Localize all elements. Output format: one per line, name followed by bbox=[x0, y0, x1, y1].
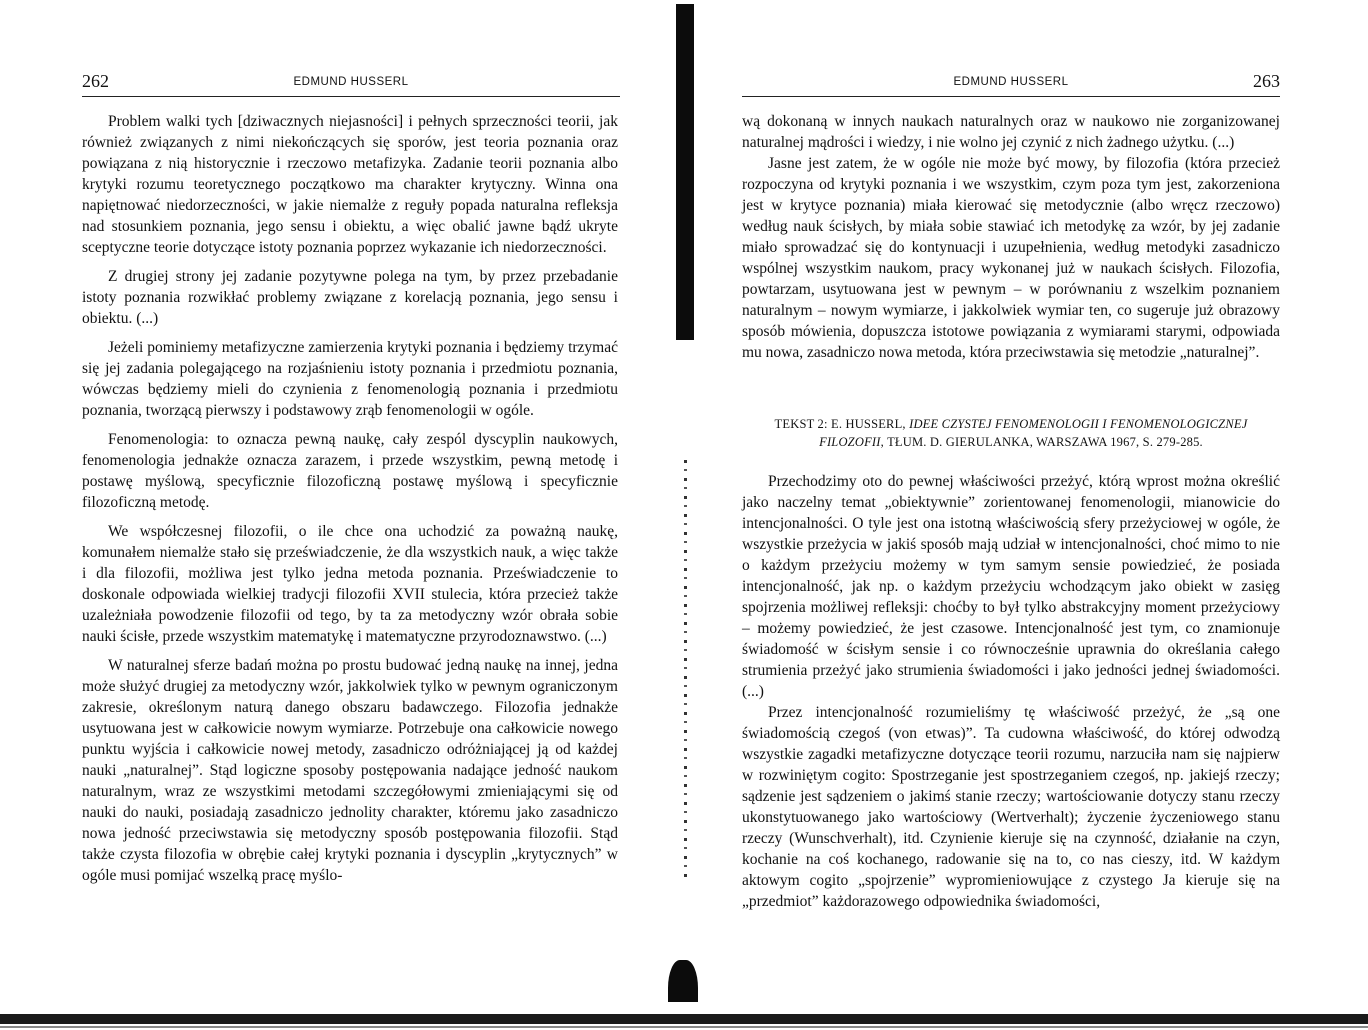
right-page-header bbox=[742, 66, 1280, 97]
paragraph: Przechodzimy oto do pewnej właściwości przeżyć, którą wprost można określić jako naczelny temat „obiektywnie” zorientowanej fenomenologii, mianowicie do intencjonalności. O tyle jest ona istotną właściwością sfery przeżyciowej w ogóle, że wszystkie przeżycia w jakiś sposób mają udział w intencjonalności, choć mimo to nie o każdym przeżyciu możemy w tym samym sensie powiedzieć, że posiada intencjonalność, jak np. o każdym przeżyciu wchodzącym jako obiekt w zasięg spojrzenia możliwej refleksji: choćby to był tylko abstrakcyjny moment przeżyciowy – możemy powiedzieć, że jest czasowe. Intencjonalność jest tym, co znamionuje świadomość w ścisłym sensie i co równocześnie uprawnia do określania całego strumienia przeżyć jako strumienia świadomości i jako jedności jednej świadomości. (...) bbox=[742, 473, 1280, 700]
right-page bbox=[690, 0, 1368, 1030]
left-page bbox=[0, 0, 680, 1030]
page-number: 262 bbox=[82, 71, 109, 91]
scan-gutter-noise bbox=[684, 460, 687, 880]
source-suffix: , TŁUM. D. GIERULANKA, WARSZAWA 1967, S. 279-285. bbox=[880, 435, 1203, 449]
running-head: EDMUND HUSSERL bbox=[293, 76, 409, 88]
right-page-body bbox=[742, 111, 1280, 912]
paragraph: wą dokonaną w innych naukach naturalnych oraz w naukowo nie zorganizowanej naturalnej mądrości i wiedzy, i nie wolno jej czynić z nich żadnego użytku. (...) bbox=[742, 113, 1280, 151]
paragraph: We współczesnej filozofii, o ile chce ona uchodzić za poważną naukę, komunałem niemalże stało się przeświadczenie, że dla wszystkich nauk, a więc także i dla filozofii, możliwa jest tylko jedna metoda poznania. Przeświadczenie to doskonale odpowiada wielkiej tradycji filozofii XVII stulecia, która przecież także uzależniała powodzenie filozofii od tego, by ta za metodyczny wzór obrała sobie nauki ścisłe, przede wszystkim matematykę i matematyczne przyrodoznawstwo. (...) bbox=[82, 523, 618, 645]
paragraph: Przez intencjonalność rozumieliśmy tę właściwość przeżyć, że „są one świadomością czegoś (von etwas)”. Ta cudowna właściwość, do której odwodzą wszystkie zagadki metafizyczne dotyczące teorii rozumu, narzuciła nam się najpierw w rozwiniętym cogito: Spostrzeganie jest spostrzeganiem czegoś, np. jakiejś rzeczy; sądzenie jest sądzeniem o jakimś stanie rzeczy; wartościowanie dotyczy stanu rzeczy ukonstytuowanego jako wartościowy (Wertverhalt); życzenie życzeniowego stanu rzeczy (Wunschverhalt), itd. Czynienie kieruje się na czynność, działanie na czyn, kochanie na coś kochanego, radowanie się na to, co nas cieszy, itd. W każdym aktowym cogito „spojrzenie” wypromieniowujące z czystego Ja kieruje się na „przedmiot” każdorazowego odpowiednika świadomości, bbox=[742, 704, 1280, 910]
paragraph: Jeżeli pominiemy metafizyczne zamierzenia krytyki poznania i będziemy trzymać się jej zadania polegającego na rozjaśnieniu istoty poznania i przedmiotu poznania, wówczas będziemy mieli do czynienia z fenomenologią poznania i przedmiotu poznania, tworzącą pierwszy i podstawowy zrąb fenomenologii w ogóle. bbox=[82, 339, 618, 419]
left-page-body bbox=[82, 111, 618, 886]
paragraph: Fenomenologia: to oznacza pewną naukę, cały zespól dyscyplin naukowych, fenomenologia jednakże oznacza zarazem, i przede wszystkim, pewną metodę i postawę myślową, specyficznie filozoficzną postawę myślową i specyficznie filozoficzną metodę. bbox=[82, 431, 618, 511]
source-prefix: TEKST 2: E. HUSSERL, bbox=[774, 417, 910, 431]
running-head: EDMUND HUSSERL bbox=[953, 76, 1069, 88]
source-citation bbox=[742, 415, 1280, 451]
source-title: IDEE CZYSTEJ FENOMENOLOGII I FENOMENOLOGICZNEJ FILOZOFII bbox=[819, 417, 1248, 449]
left-page-header bbox=[82, 66, 620, 97]
scan-gutter-shadow bbox=[676, 4, 694, 340]
paragraph: W naturalnej sferze badań można po prostu budować jedną naukę na innej, jedna może służyć drugiej za metodyczny wzór, jakkolwiek tylko w pewnym ograniczonym zakresie, określonym naturą danego obszaru badawczego. Filozofia jednakże usytuowana jest w całkowicie nowym wymiarze. Potrzebuje ona całkowicie nowego punktu wyjścia i całkowicie nowej metody, zasadniczo odróżniającej ją od każdej nauki „naturalnej”. Stąd logiczne sposoby postępowania nadające jedność naukom naturalnym, wraz ze wszystkimi metodami szczegółowymi zmieniającymi się od nauki do nauki, posiadają zasadniczo jednolity charakter, któremu jako zasadniczo nowa jedność przeciwstawia się metodyczny sposób postępowania filozofii. Stąd także czysta filozofia w obrębie całej krytyki poznania i dyscyplin „krytycznych” w ogóle musi pomijać wszelką pracę myślo- bbox=[82, 657, 618, 884]
page-number: 263 bbox=[1253, 71, 1280, 91]
scan-bottom-edge bbox=[0, 1002, 1368, 1030]
paragraph: Problem walki tych [dziwacznych niejasności] i pełnych sprzeczności teorii, jak również związanych z nimi niekończących się sporów, jest teoria poznania oraz powiązana z nią historycznie i rzeczowo metafizyka. Zadanie teorii poznania albo krytyki rozumu teoretycznego początkowo ma charakter krytyczny. Winna ona napiętnować niedorzeczności, w jakie niemalże z reguły popada naturalna refleksja nad stosunkiem poznania, jego sensu i obiektu, a więc obalić jawne bądź ukryte sceptyczne teorie dotyczące istoty poznania poprzez wykazanie ich niedorzeczności. bbox=[82, 113, 618, 256]
paragraph: Jasne jest zatem, że w ogóle nie może być mowy, by filozofia (która przecież rozpoczyna od krytyki poznania i we wszystkim, czym poza tym jest, zakorzeniona jest w krytyce poznania) miała kierować się metodycznie (albo wręcz rzeczowo) według nauk ścisłych, by miała sobie stawiać ich metodykę za wzór, by jej zadanie miało sprowadzać się do kontynuacji i uzupełnienia, według metodyki zasadniczo wspólnej wszystkim naukom, pracy wykonanej już w naukach ścisłych. Filozofia, powtarzam, usytuowana jest w pewnym – w porównaniu z wszelkim poznaniem naturalnym – nowym wymiarze, i jakkolwiek wymiar ten, co sugeruje już obrazowy sposób mówienia, dopuszcza istotowe powiązania z wymiarami starymi, odpowiada mu nowa, zasadniczo nowa metoda, która przeciwstawia się metodzie „naturalnej”. bbox=[742, 155, 1280, 361]
paragraph: Z drugiej strony jej zadanie pozytywne polega na tym, by przez przebadanie istoty poznania rozwikłać problemy związane z korelacją poznania, jego sensu i obiektu. (...) bbox=[82, 268, 618, 327]
